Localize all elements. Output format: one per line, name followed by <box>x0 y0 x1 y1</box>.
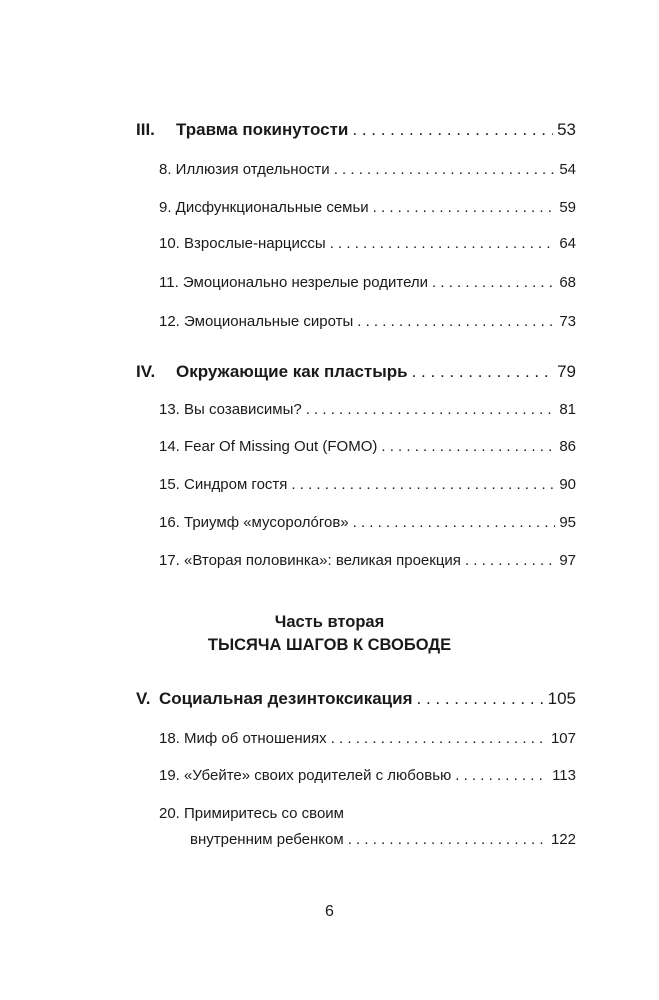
dot-leader <box>465 552 555 569</box>
toc-item-14 <box>159 438 576 455</box>
page-ref: 113 <box>552 767 576 784</box>
dot-leader <box>373 199 556 216</box>
page-ref: 86 <box>559 438 576 455</box>
toc-item-10 <box>159 235 576 252</box>
item-title: 10. Взрослые-нарциссы <box>159 235 326 252</box>
item-title: 16. Триумф «мусоролóгов» <box>159 514 349 531</box>
toc-item-18 <box>159 730 576 747</box>
dot-leader <box>352 120 553 140</box>
chapter-number: IV. <box>136 362 156 381</box>
item-title: 18. Миф об отношениях <box>159 730 327 747</box>
item-title: 19. «Убейте» своих родителей с любовью <box>159 767 452 784</box>
page-ref: 53 <box>557 120 576 139</box>
toc-item-15 <box>159 476 576 493</box>
item-title: 15. Синдром гостя <box>159 476 288 493</box>
dot-leader <box>432 274 555 291</box>
dot-leader <box>455 767 548 784</box>
toc-chapter-v <box>136 689 576 709</box>
chapter-title: Социальная дезинтоксикация <box>159 689 413 708</box>
dot-leader <box>331 730 547 747</box>
item-title: 12. Эмоциональные сироты <box>159 313 354 330</box>
toc-item-8 <box>159 161 576 178</box>
dot-leader <box>334 161 556 178</box>
part-two-label: Часть вторая <box>274 613 385 631</box>
toc-item-13 <box>159 401 576 418</box>
dot-leader <box>357 313 555 330</box>
dot-leader <box>417 689 544 709</box>
toc-item-17 <box>159 552 576 569</box>
chapter-title: Травма покинутости <box>176 120 349 139</box>
dot-leader <box>348 831 547 848</box>
item-title: 11. Эмоционально незрелые родители <box>159 274 429 291</box>
item-title: 13. Вы созависимы? <box>159 401 302 418</box>
toc-item-12 <box>159 313 576 330</box>
toc-item-19 <box>159 767 576 784</box>
page-ref: 105 <box>547 689 576 708</box>
chapter-title: Окружающие как пластырь <box>176 362 408 381</box>
dot-leader <box>330 235 556 252</box>
toc-item-20-line2 <box>190 831 576 848</box>
dot-leader <box>381 438 555 455</box>
toc-chapter-iv <box>136 362 576 382</box>
page-ref: 90 <box>559 476 576 493</box>
page-ref: 97 <box>559 552 576 569</box>
toc-item-20-line1: 20. Примиритесь со своим <box>159 805 344 822</box>
toc-item-9 <box>159 199 576 216</box>
dot-leader <box>306 401 556 418</box>
item-title: 17. «Вторая половинка»: великая проекция <box>159 552 461 569</box>
dot-leader <box>291 476 555 493</box>
part-two-title: ТЫСЯЧА ШАГОВ К СВОБОДЕ <box>207 636 452 654</box>
page-ref: 59 <box>559 199 576 216</box>
page-ref: 107 <box>550 730 576 747</box>
chapter-number: V. <box>136 689 151 708</box>
page-ref: 68 <box>559 274 576 291</box>
item-title: 8. Иллюзия отдельности <box>159 161 330 178</box>
page-ref: 79 <box>557 362 576 381</box>
toc-item-16 <box>159 514 576 531</box>
item-title: 14. Fear Of Missing Out (FOMO) <box>159 438 378 455</box>
page-ref: 73 <box>559 313 576 330</box>
page-ref: 64 <box>559 235 576 252</box>
chapter-number: III. <box>136 120 155 139</box>
toc-item-11 <box>159 274 576 291</box>
page-ref: 54 <box>559 161 576 178</box>
dot-leader <box>353 514 556 531</box>
toc-chapter-iii <box>136 120 576 140</box>
page-number: 6 <box>325 903 334 920</box>
item-title: 9. Дисфункциональные семьи <box>159 199 369 216</box>
page-ref: 95 <box>559 514 576 531</box>
item-title: внутренним ребенком <box>190 831 344 848</box>
page-ref: 81 <box>559 401 576 418</box>
page-ref: 122 <box>550 831 576 848</box>
dot-leader <box>412 362 553 382</box>
